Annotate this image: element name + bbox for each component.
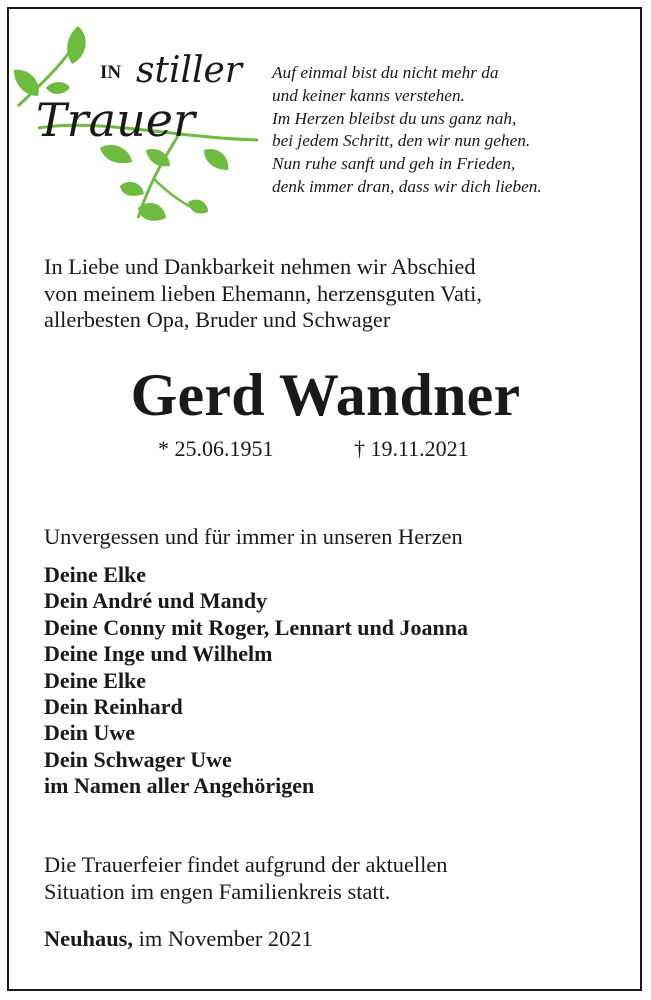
- intro-line: In Liebe und Dankbarkeit nehmen wir Abschied: [44, 254, 476, 279]
- place-date: im November 2021: [138, 926, 313, 951]
- poem-line: Auf einmal bist du nicht mehr da: [272, 63, 499, 82]
- poem: [272, 62, 632, 199]
- logo-word-stiller: stiller: [136, 50, 242, 91]
- logo-word-in: IN: [100, 62, 122, 83]
- intro-line: allerbesten Opa, Bruder und Schwager: [44, 307, 391, 332]
- death-date: † 19.11.2021: [354, 436, 469, 461]
- mourner: Deine Elke: [44, 562, 147, 587]
- place-town: Neuhaus,: [44, 926, 133, 951]
- poem-line: und keiner kanns verstehen.: [272, 85, 465, 105]
- poem-line: Nun ruhe sanft und geh in Frieden,: [272, 154, 516, 174]
- deceased-name: Gerd Wandner: [130, 362, 521, 428]
- logo-word-trauer: Trauer: [36, 93, 195, 147]
- poem-line: Im Herzen bleibst du uns ganz nah,: [272, 108, 517, 128]
- mourner: Dein André und Mandy: [44, 588, 268, 614]
- poem-line: bei jedem Schritt, den wir nun gehen.: [272, 131, 531, 151]
- poem-line: denk immer dran, dass wir dich lieben.: [272, 176, 542, 196]
- intro-line: von meinem lieben Ehemann, herzensguten Vati,: [44, 280, 482, 306]
- mourner: Dein Schwager Uwe: [44, 746, 232, 772]
- mourner: Deine Elke: [44, 667, 147, 693]
- in-stiller-trauer-logo: [8, 18, 263, 228]
- place-and-date: [44, 925, 313, 953]
- notice-line: Situation im engen Familienkreis statt.: [44, 879, 391, 904]
- funeral-notice: [44, 851, 624, 905]
- mourners-list: [44, 562, 624, 800]
- mourner: im Namen aller Angehörigen: [44, 773, 315, 799]
- mourner: Dein Uwe: [44, 720, 136, 746]
- farewell-intro: [44, 254, 624, 334]
- life-dates: [158, 435, 518, 463]
- notice-line: Die Trauerfeier findet aufgrund der aktuellen: [44, 852, 448, 877]
- birth-date: * 25.06.1951: [158, 436, 274, 461]
- mourner: Dein Reinhard: [44, 694, 183, 720]
- tribute-line: Unvergessen und für immer in unseren Herzen: [44, 524, 463, 549]
- mourner: Deine Conny mit Roger, Lennart und Joanna: [44, 614, 468, 640]
- mourner: Deine Inge und Wilhelm: [44, 641, 273, 667]
